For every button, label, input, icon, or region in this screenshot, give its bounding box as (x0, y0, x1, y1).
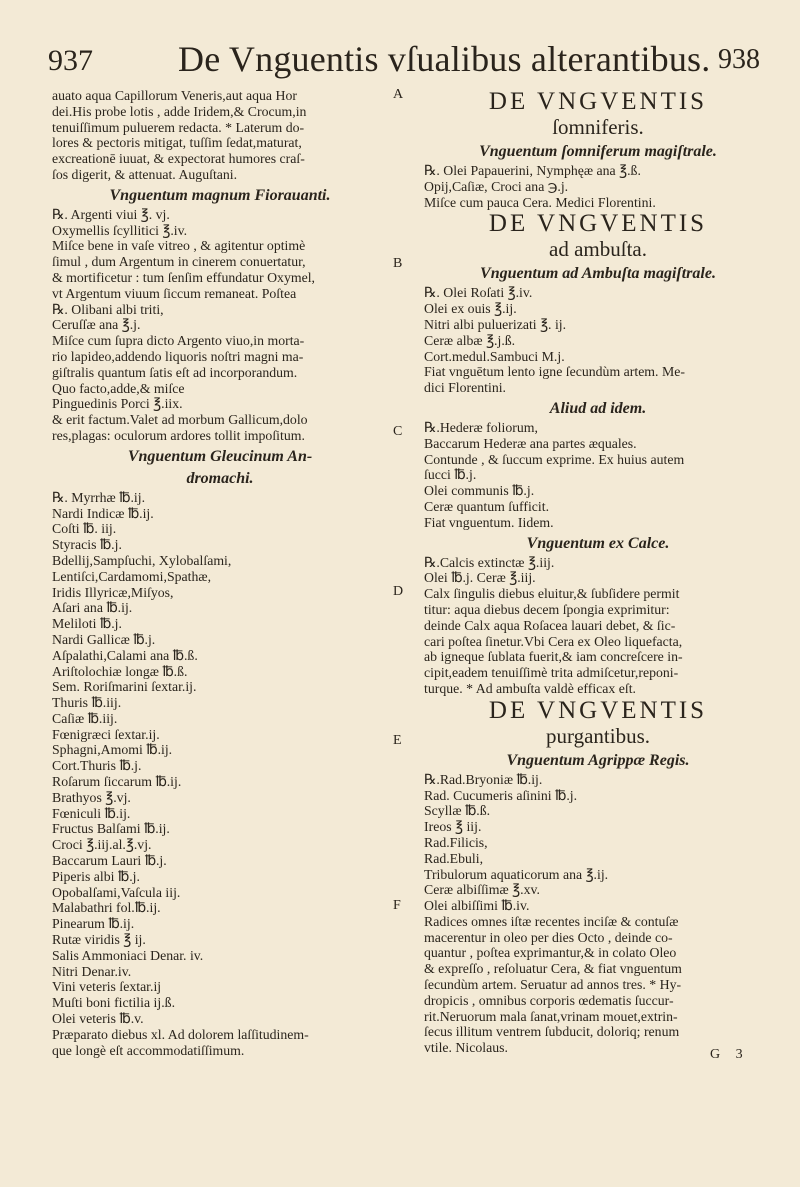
text-line: ſos digerit, & attenuat. Auguſtani. (52, 166, 238, 182)
text-line: Aſpalathi,Calami ana ℔.ß. (52, 647, 198, 663)
text-line: Tribulorum aquaticorum ana ℥.ij. (424, 866, 609, 882)
text-line: Quo facto,adde,& miſce (52, 380, 185, 396)
margin-letter-f: F (393, 898, 401, 913)
text-line: Baccarum Hederæ ana partes æquales. (424, 435, 637, 451)
text-line: rio lapideo,addendo liquoris noſtri magni ma- (52, 348, 304, 364)
text-line: dei.His probe lotis , adde Iridem,& Crocum,in (52, 103, 307, 119)
text-line: macerentur in oleo per dies Octo , deinde co- (424, 929, 673, 945)
text-line: Aſari ana ℔.ij. (52, 600, 133, 616)
text-line: Nardi Indicæ ℔.ij. (52, 505, 154, 521)
text-line: Salis Ammoniaci Denar. iv. (52, 947, 204, 963)
text-line: & erit factum.Valet ad morbum Gallicum,dolo (52, 412, 308, 428)
text-line: Roſarum ſiccarum ℔.ij. (52, 774, 182, 790)
text-line: Sem. Roriſmarini ſextar.ij. (52, 679, 197, 695)
text-line: Fœniculi ℔.ij. (52, 805, 131, 821)
text-line: ℞.Hederæ foliorum, (424, 419, 538, 435)
text-line: ab igneque ſublata fuerit,& iam concreſcere in- (424, 649, 683, 665)
running-title: De Vnguentis vſualibus alterantibus. (178, 39, 711, 79)
text-line: ℞. Myrrhæ ℔.ij. (52, 489, 146, 505)
text-line: auato aqua Capillorum Veneris,aut aqua Hor (52, 88, 297, 103)
page-number-left: 937 (48, 44, 93, 77)
text-line: ſecundùm artem. Seruatur ad annos tres. * Hy- (424, 977, 682, 993)
text-line: Scyllæ ℔.ß. (424, 803, 491, 819)
text-line: Bdellij,Sampſuchi, Xylobalſami, (52, 552, 232, 568)
text-line: Opij,Caſiæ, Croci ana ℈.j. (424, 178, 569, 194)
text-line: cari poſtea ſinetur.Vbi Cera ex Oleo liquefacta, (424, 633, 683, 649)
text-line: dici Florentini. (424, 380, 507, 396)
text-line: Fructus Balſami ℔.ij. (52, 821, 170, 837)
text-line: que longè eſt accommodatiſſimum. (52, 1042, 245, 1058)
recipe-heading: Vnguentum ad Ambuſta magiſtrale. (480, 265, 716, 283)
right-column (424, 88, 772, 1056)
text-line: Ceræ albiſſimæ ℥.xv. (424, 882, 540, 898)
text-line: rit.Neruorum mala ſanat,vrinam mouet,extrin- (424, 1008, 678, 1024)
text-line: Ceræ albæ ℥.j.ß. (424, 332, 516, 348)
recipe-heading: Vnguentum magnum Fiorauanti. (109, 186, 331, 204)
page-number-right: 938 (718, 44, 760, 75)
text-line: Contunde , & ſuccum exprime. Ex huius autem (424, 451, 685, 467)
text-line: & mortificetur : tum ſenſim effundatur Oxymel, (52, 269, 315, 285)
text-line: Miſce cum ſupra dicto Argento viuo,in morta- (52, 333, 305, 349)
text-line: quantur , poſtea exprimantur,& in colato Oleo (424, 945, 677, 961)
text-line: Brathyos ℥.vj. (52, 789, 131, 805)
text-line: Nardi Gallicæ ℔.j. (52, 631, 156, 647)
recipe-heading: Vnguentum Gleucinum An- (127, 447, 313, 465)
text-line: Rutæ viridis ℥ ij. (52, 932, 146, 948)
text-line: Cort.medul.Sambuci M.j. (424, 348, 565, 364)
text-line: ℞. Olibani albi triti, (52, 301, 164, 317)
text-line: ℞. Argenti viui ℥. vj. (52, 206, 170, 222)
text-line: Ireos ℥ iij. (424, 819, 482, 835)
recipe-heading: Vnguentum ſomniferum magiſtrale. (479, 143, 717, 160)
text-line: Baccarum Lauri ℔.j. (52, 853, 167, 869)
text-line: Meliloti ℔.j. (52, 616, 122, 632)
text-line: dropicis , omnibus corporis œdematis ſuccur- (424, 992, 674, 1008)
margin-letter-b: B (393, 256, 403, 271)
text-line: Ceruſſæ ana ℥.j. (52, 317, 141, 333)
text-line: Vini veteris ſextar.ij (52, 979, 162, 995)
text-line: Croci ℥.iij.al.℥.vj. (52, 837, 152, 853)
text-line: deinde Calx aqua Roſacea lauari debet, & ſic- (424, 617, 676, 633)
text-line: ſecus illitum ventrem ſubducit, doloriq; renum (424, 1024, 680, 1040)
text-line: Calx ſingulis diebus eluitur,& ſubſidere permit (424, 586, 680, 602)
text-line: ſucci ℔.j. (424, 467, 477, 483)
text-line: Coſti ℔. iij. (52, 521, 117, 537)
text-line: giſtralis quantum ſatis eſt ad incorporandum. (52, 364, 298, 380)
text-line: Piperis albi ℔.j. (52, 868, 140, 884)
text-line: ℞.Rad.Bryoniæ ℔.ij. (424, 771, 543, 787)
left-column (52, 88, 388, 1058)
text-line: Caſiæ ℔.iij. (52, 710, 118, 726)
text-line: Opobalſami,Vaſcula iij. (52, 884, 181, 900)
recipe-heading: Vnguentum ex Calce. (526, 534, 670, 552)
text-line: Olei ℔.j. Ceræ ℥.iij. (424, 570, 536, 586)
text-line: Olei communis ℔.j. (424, 483, 535, 499)
recipe-heading: Aliud ad idem. (549, 399, 647, 417)
text-line: Oxymellis ſcyllitici ℥.iv. (52, 222, 188, 238)
text-line: Rad.Ebuli, (424, 850, 484, 866)
text-line: ſimul , dum Argentum in cinerem conuertatur, (52, 254, 306, 270)
section-heading: DE VNGVENTIS (488, 88, 708, 115)
section-heading: DE VNGVENTIS (488, 210, 708, 238)
text-line: ℞.Calcis extinctæ ℥.iij. (424, 554, 555, 570)
text-line: Cort.Thuris ℔.j. (52, 758, 142, 774)
margin-letter-d: D (393, 584, 404, 599)
text-line: Radices omnes iſtæ recentes inciſæ & contuſæ (424, 913, 679, 929)
text-line: Pinguedinis Porci ℥.iix. (52, 396, 183, 412)
section-heading: purgantibus. (545, 723, 651, 748)
margin-letter-c: C (393, 424, 403, 439)
text-line: excreationē iuuat, & expectorat humores craſ- (52, 151, 305, 167)
text-line: & expreſſo , reſoluatur Cera, & fiat vnguentum (424, 961, 682, 977)
text-line: Nitri albi puluerizati ℥. ij. (424, 316, 567, 332)
text-line: Muſti boni fictilia ij.ß. (52, 995, 176, 1011)
text-line: vtile. Nicolaus. (424, 1040, 508, 1056)
text-line: Fiat vnguentum. Iidem. (424, 514, 554, 530)
text-line: cipit,eadem tenuiſſimè trita admiſcetur,reponi- (424, 665, 679, 681)
text-line: Rad.Filicis, (424, 834, 488, 850)
signature-mark: G 3 (710, 1047, 749, 1062)
text-line: vt Argentum viuum ſiccum remaneat. Poſtea (52, 285, 297, 301)
text-line: tenuiſſimum puluerem redacta. * Laterum do- (52, 119, 305, 135)
text-line: ℞. Olei Roſati ℥.iv. (424, 285, 533, 301)
text-line: Olei ex ouis ℥.ij. (424, 301, 517, 317)
text-line: Ceræ quantum ſufficit. (424, 498, 550, 514)
text-line: Lentiſci,Cardamomi,Spathæ, (52, 568, 212, 584)
section-heading: DE VNGVENTIS (488, 696, 708, 724)
text-line: Rad. Cucumeris aſinini ℔.j. (424, 787, 578, 803)
text-line: Olei veteris ℔.v. (52, 1011, 144, 1027)
margin-letter-e: E (393, 733, 402, 748)
running-header (0, 36, 800, 86)
recipe-heading: Vnguentum Agrippæ Regis. (506, 751, 690, 769)
text-line: Pinearum ℔.ij. (52, 916, 135, 932)
text-line: Iridis Illyricæ,Miſyos, (52, 584, 174, 600)
text-line: Ariſtolochiæ longæ ℔.ß. (52, 663, 188, 679)
text-line: ℞. Olei Papauerini, Nymphęæ ana ℥.ß. (424, 163, 641, 178)
text-line: Malabathri fol.℔.ij. (52, 900, 161, 916)
margin-letter-a: A (393, 87, 404, 102)
text-line: titur: aqua diebus decem ſpongia exprimitur: (424, 601, 670, 617)
text-line: Miſce bene in vaſe vitreo , & agitentur optimè (52, 238, 306, 254)
text-line: Miſce cum pauca Cera. Medici Florentini. (424, 194, 656, 210)
recipe-heading: dromachi. (186, 469, 254, 487)
section-heading: ſomniferis. (552, 115, 644, 139)
text-line: res,plagas: oculorum ardores tollit impoſitum. (52, 427, 305, 443)
text-line: Thuris ℔.iij. (52, 695, 122, 711)
text-line: Nitri Denar.iv. (52, 963, 132, 979)
text-line: Styracis ℔.j. (52, 537, 122, 553)
text-line: Olei albiſſimi ℔.iv. (424, 898, 530, 914)
section-heading: ad ambuſta. (549, 237, 647, 262)
text-line: turque. * Ad ambuſta valdè efficax eſt. (424, 680, 636, 696)
text-line: lores & pectoris mitigat, tuſſim ſedat,maturat, (52, 135, 302, 151)
text-line: Sphagni,Amomi ℔.ij. (52, 742, 173, 758)
text-line: Fœnigræci ſextar.ij. (52, 726, 160, 742)
text-line: Fiat vnguētum lento igne ſecundùm artem. Me- (424, 364, 685, 380)
text-line: Præparato diebus xl. Ad dolorem laſſitudinem- (52, 1026, 309, 1042)
